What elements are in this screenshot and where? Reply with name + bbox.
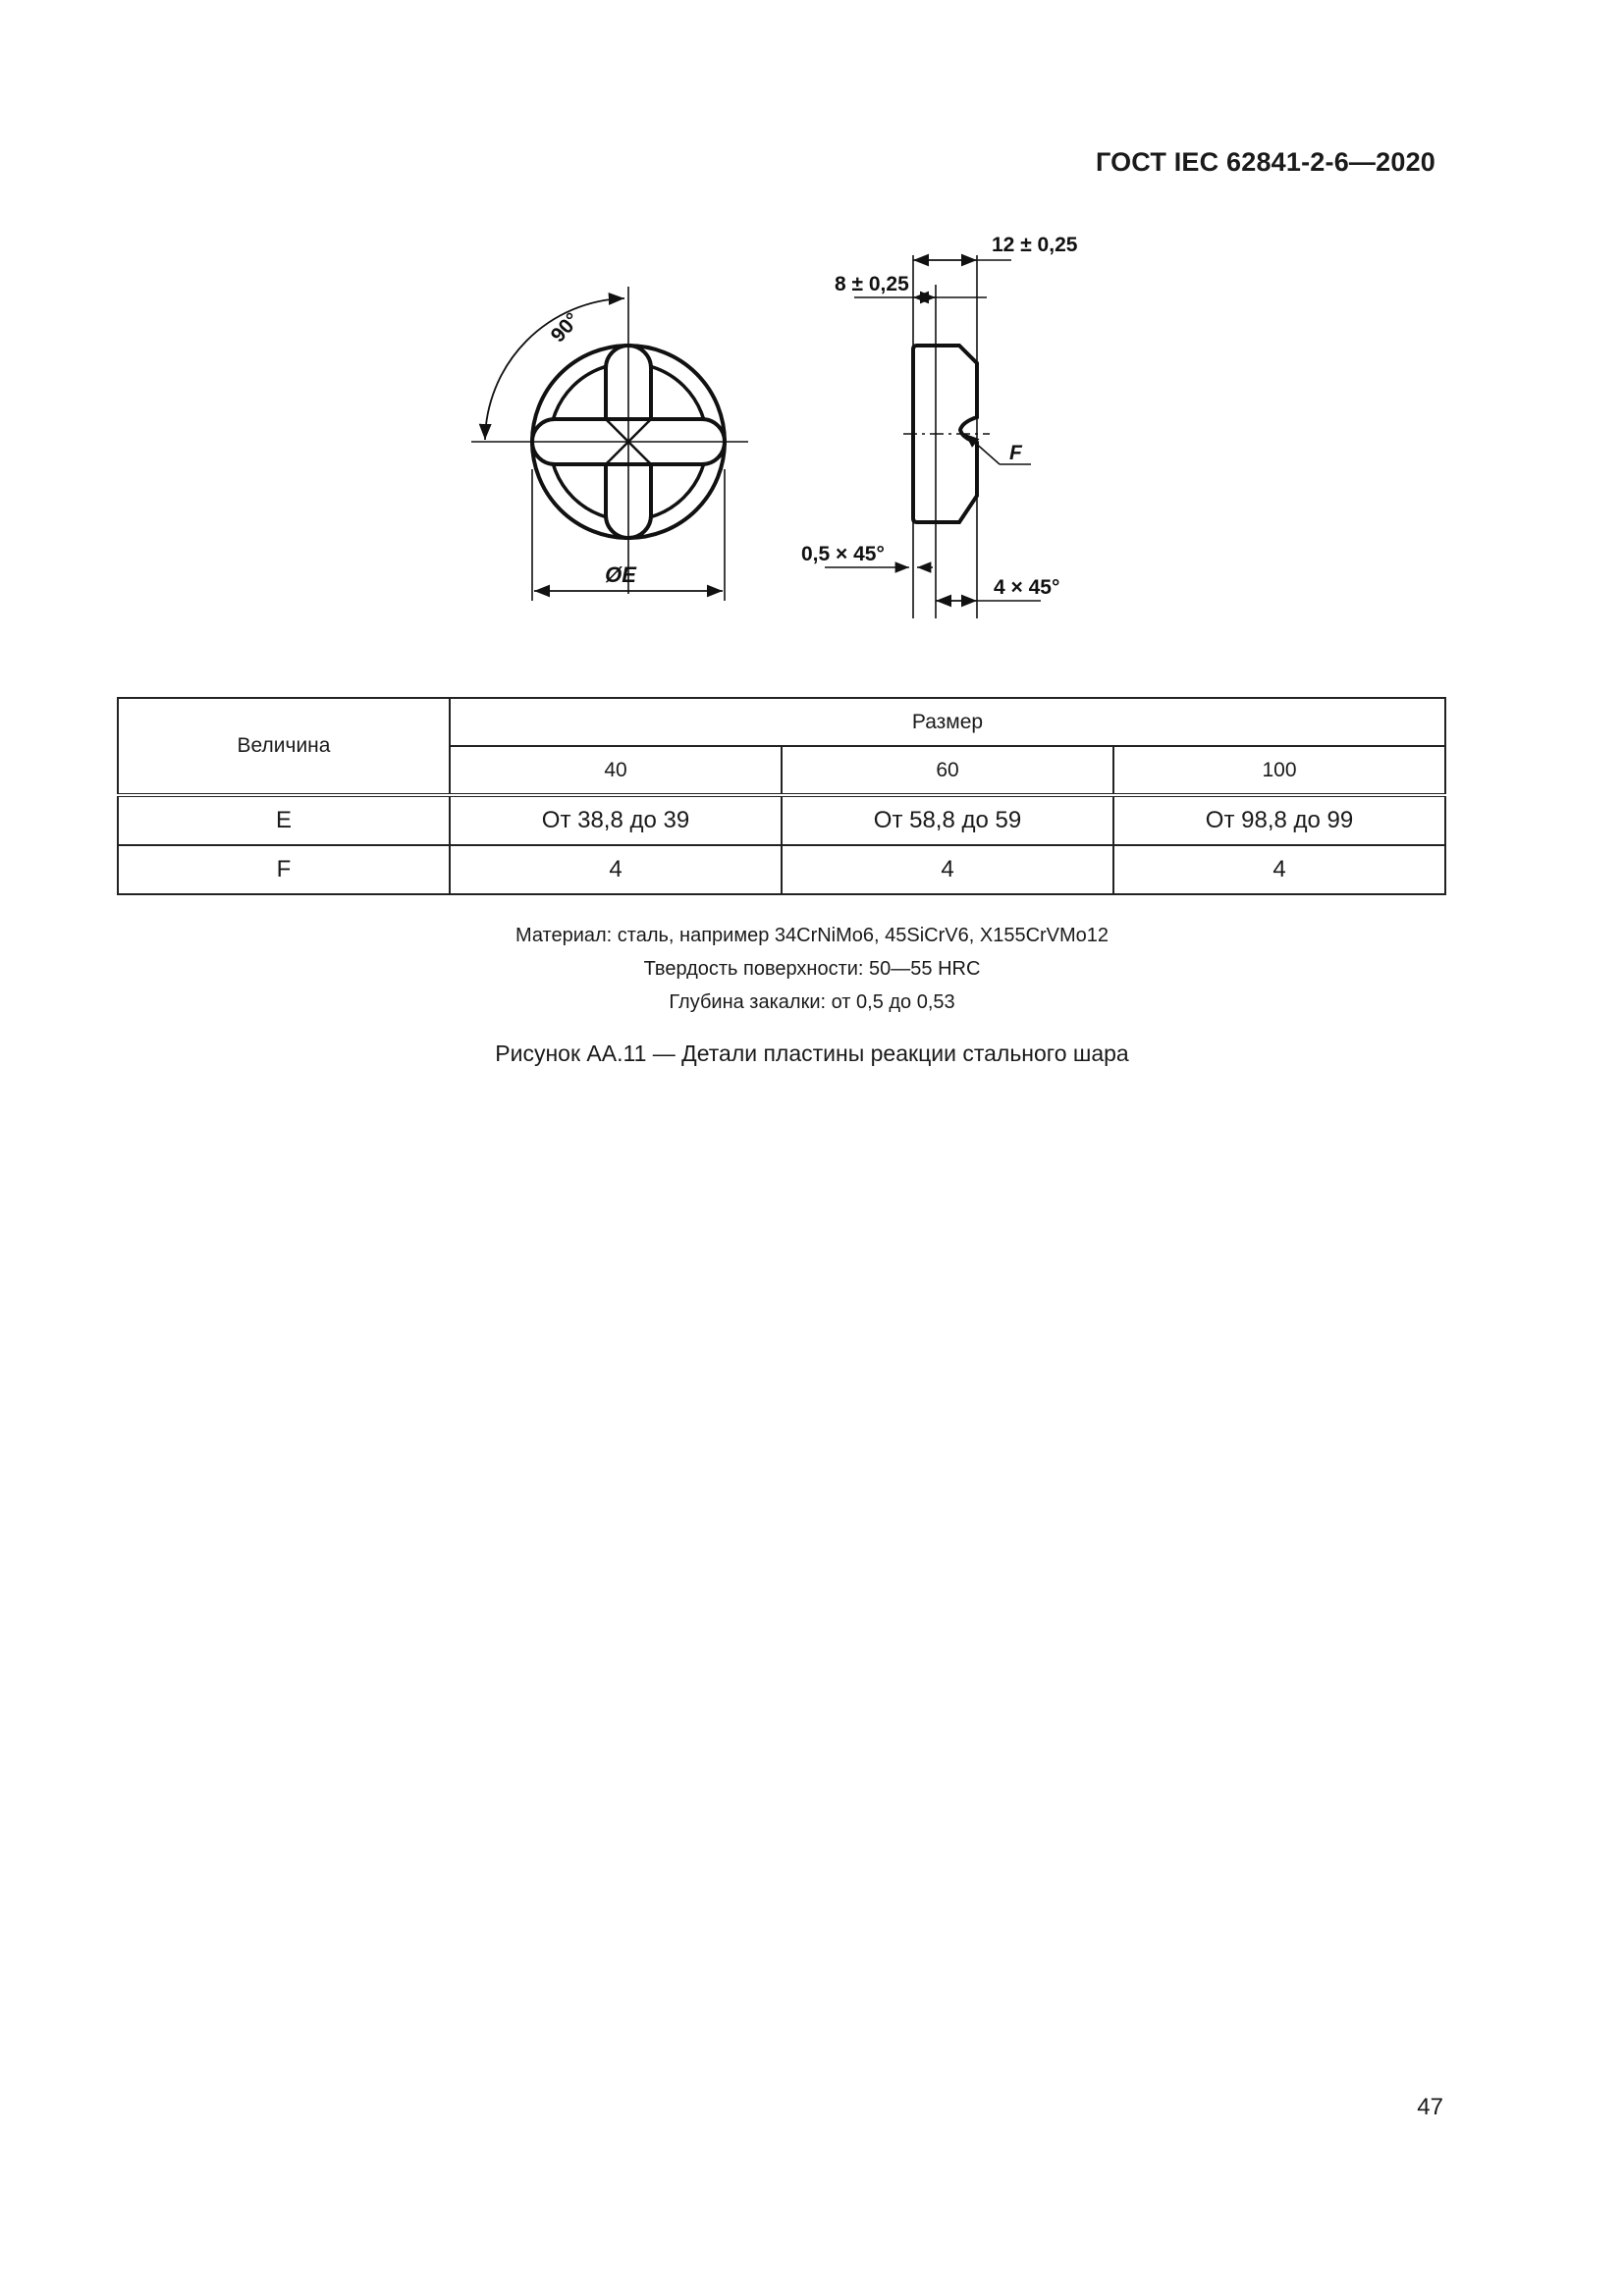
- note-hardness: Твердость поверхности: 50—55 HRC: [643, 958, 981, 980]
- table-cell: От 38,8 до 39: [450, 795, 782, 845]
- size-column-header: 40: [450, 746, 782, 795]
- row-name: E: [118, 795, 450, 845]
- quantity-header: Величина: [118, 698, 450, 795]
- small-chamfer-label: 0,5 × 45°: [801, 543, 885, 565]
- groove-depth-label: 8 ± 0,25: [835, 273, 909, 295]
- size-table: [117, 697, 1446, 895]
- table-cell: 4: [450, 845, 782, 894]
- table-cell: 4: [1113, 845, 1445, 894]
- size-column-header: 60: [782, 746, 1113, 795]
- angle-label: 90°: [546, 308, 584, 347]
- table-cell: От 58,8 до 59: [782, 795, 1113, 845]
- technical-drawing: [442, 216, 1129, 628]
- size-column-header: 100: [1113, 746, 1445, 795]
- groove-F-label: F: [1009, 442, 1022, 464]
- note-material: Материал: сталь, например 34CrNiMo6, 45SiCrV6, X155CrVMo12: [514, 925, 1110, 946]
- note-hardening-depth: Глубина закалки: от 0,5 до 0,53: [669, 991, 955, 1013]
- thickness-label: 12 ± 0,25: [992, 234, 1078, 256]
- table-cell: 4: [782, 845, 1113, 894]
- big-chamfer-label: 4 × 45°: [994, 576, 1060, 599]
- table-cell: От 98,8 до 99: [1113, 795, 1445, 845]
- front-view: [471, 287, 748, 601]
- material-notes: [0, 919, 1624, 1019]
- size-header: Размер: [450, 698, 1445, 746]
- row-name: F: [118, 845, 450, 894]
- table-row: [118, 845, 1445, 894]
- table-header-row: [118, 698, 1445, 746]
- standard-designation: ГОСТ IEC 62841-2-6—2020: [1095, 147, 1435, 177]
- diameter-label: ØE: [605, 562, 636, 587]
- table-row: [118, 795, 1445, 845]
- page-number: 47: [1417, 2094, 1443, 2120]
- figure-caption: Рисунок АА.11 — Детали пластины реакции стального шара: [495, 1041, 1129, 1066]
